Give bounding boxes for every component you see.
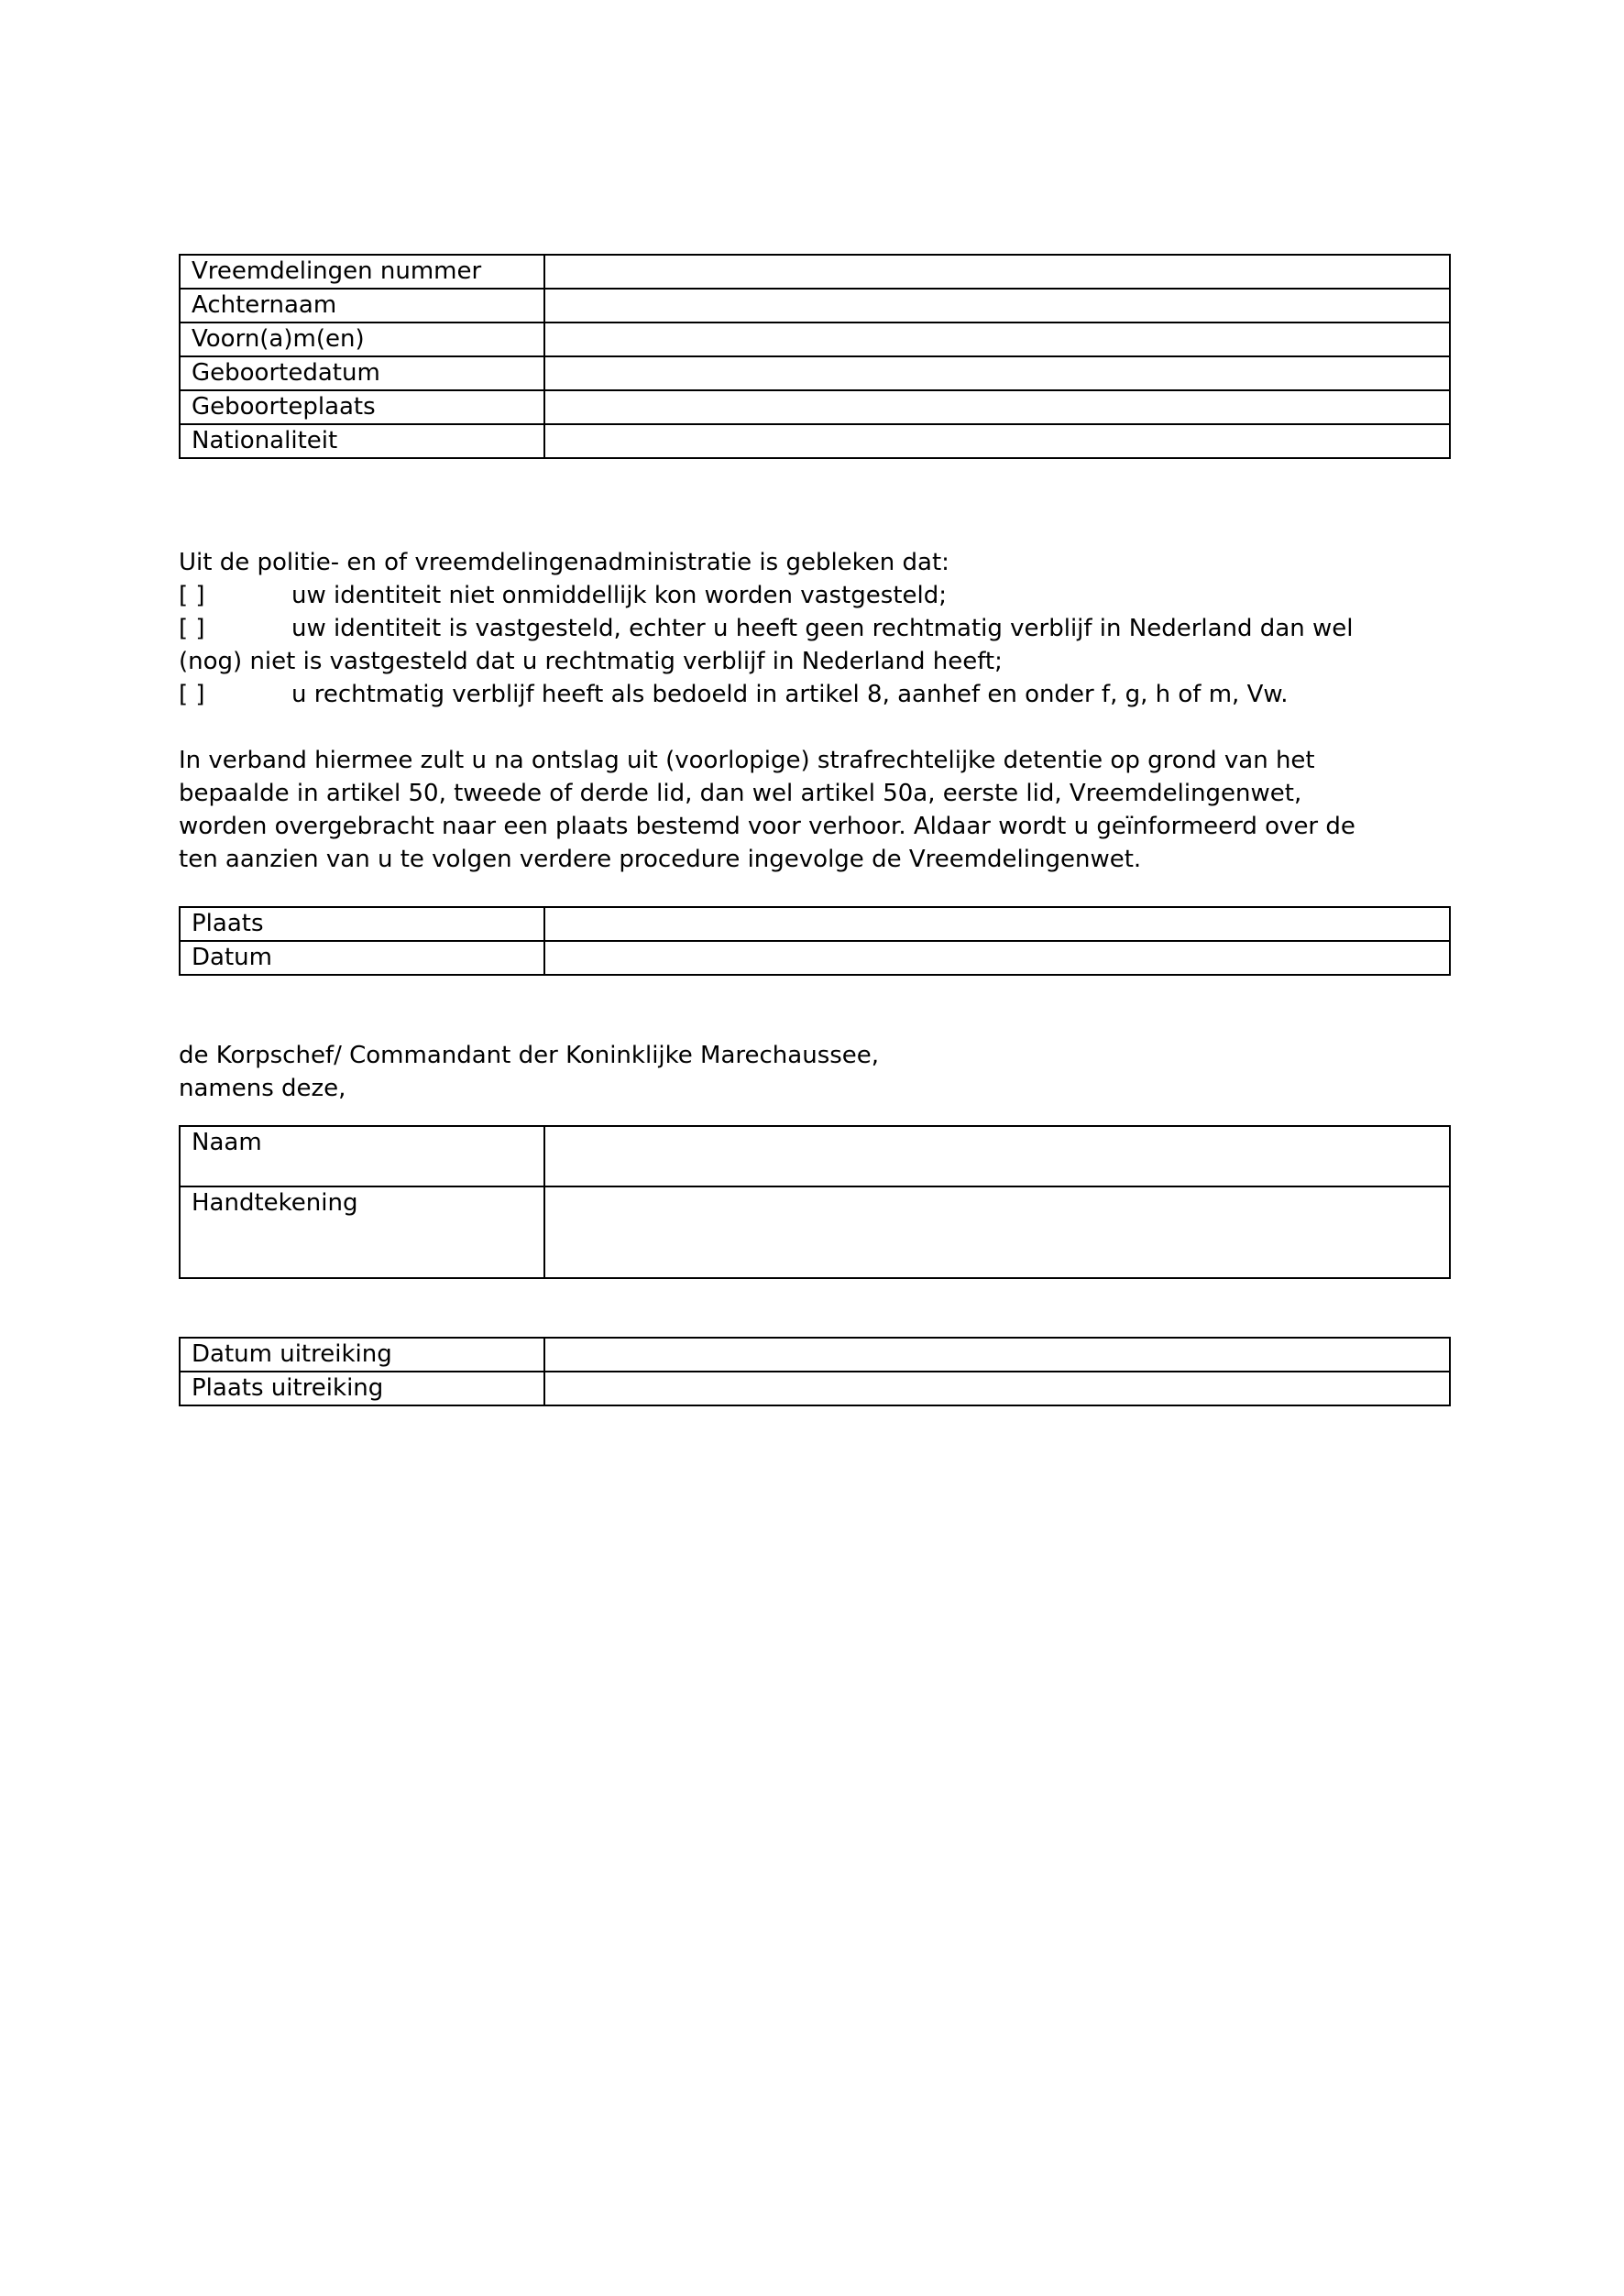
field-geboortedatum[interactable]: [544, 356, 1450, 390]
findings-option-3-text: u rechtmatig verblijf heeft als bedoeld in artikel 8, aanhef en onder f, g, h of m, Vw.: [291, 681, 1289, 708]
table-row: [180, 1372, 1450, 1405]
findings-intro: Uit de politie- en of vreemdelingenadministratie is gebleken dat:: [179, 549, 949, 576]
field-achternaam[interactable]: [544, 289, 1450, 323]
checkbox-unchecked[interactable]: [ ]: [179, 582, 205, 609]
findings-option-1-text: uw identiteit niet onmiddellijk kon worden vastgesteld;: [291, 582, 948, 609]
findings-option-1: [179, 579, 1451, 612]
row-label-datum-uitreiking: Datum uitreiking: [180, 1338, 544, 1372]
findings-option-2: [179, 612, 1451, 645]
page-content: [179, 0, 1451, 1406]
notice-line: In verband hiermee zult u na ontslag uit (voorlopige) strafrechtelijke detentie op grond van het: [179, 747, 1315, 774]
table-row: [180, 1186, 1450, 1278]
table-row: [180, 1338, 1450, 1372]
findings-section: [179, 546, 1451, 711]
notice-line: worden overgebracht naar een plaats bestemd voor verhoor. Aldaar wordt u geïnformeerd over de: [179, 813, 1355, 840]
place-date-table: [179, 906, 1451, 976]
table-row: [180, 255, 1450, 289]
row-label-datum: Datum: [180, 941, 544, 975]
notice-line: ten aanzien van u te volgen verdere procedure ingevolge de Vreemdelingenwet.: [179, 846, 1142, 873]
signatory-namens-deze: namens deze,: [179, 1075, 346, 1102]
row-label-vreemdelingen-nummer: Vreemdelingen nummer: [180, 255, 544, 289]
table-row: [180, 1126, 1450, 1186]
row-label-achternaam: Achternaam: [180, 289, 544, 323]
field-plaats[interactable]: [544, 907, 1450, 941]
checkbox-unchecked[interactable]: [ ]: [179, 615, 205, 642]
field-naam[interactable]: [544, 1126, 1450, 1186]
issue-table: [179, 1337, 1451, 1406]
signatory-block: [179, 1039, 1451, 1105]
table-row: [180, 424, 1450, 458]
checkbox-unchecked[interactable]: [ ]: [179, 681, 205, 708]
row-label-handtekening: Handtekening: [180, 1186, 544, 1278]
signatory-title: de Korpschef/ Commandant der Koninklijke Marechaussee,: [179, 1042, 880, 1069]
row-label-naam: Naam: [180, 1126, 544, 1186]
notice-paragraph: [179, 744, 1451, 876]
findings-option-2-text: uw identiteit is vastgesteld, echter u heeft geen rechtmatig verblijf in Nederland dan wel: [291, 615, 1354, 642]
field-plaats-uitreiking[interactable]: [544, 1372, 1450, 1405]
row-label-nationaliteit: Nationaliteit: [180, 424, 544, 458]
table-row: [180, 907, 1450, 941]
findings-option-3: [179, 678, 1451, 711]
row-label-geboortedatum: Geboortedatum: [180, 356, 544, 390]
table-row: [180, 289, 1450, 323]
findings-option-2-continuation: (nog) niet is vastgesteld dat u rechtmatig verblijf in Nederland heeft;: [179, 648, 1003, 675]
table-row: [180, 356, 1450, 390]
row-label-geboorteplaats: Geboorteplaats: [180, 390, 544, 424]
table-row: [180, 323, 1450, 356]
field-handtekening[interactable]: [544, 1186, 1450, 1278]
notice-line: bepaalde in artikel 50, tweede of derde lid, dan wel artikel 50a, eerste lid, Vreemdelingenwet,: [179, 780, 1302, 807]
field-voornamen[interactable]: [544, 323, 1450, 356]
row-label-plaats-uitreiking: Plaats uitreiking: [180, 1372, 544, 1405]
table-row: [180, 941, 1450, 975]
signature-table: [179, 1125, 1451, 1279]
table-row: [180, 390, 1450, 424]
row-label-plaats: Plaats: [180, 907, 544, 941]
field-datum-uitreiking[interactable]: [544, 1338, 1450, 1372]
field-datum[interactable]: [544, 941, 1450, 975]
row-label-voornamen: Voorn(a)m(en): [180, 323, 544, 356]
identity-table: [179, 254, 1451, 459]
field-vreemdelingen-nummer[interactable]: [544, 255, 1450, 289]
field-geboorteplaats[interactable]: [544, 390, 1450, 424]
field-nationaliteit[interactable]: [544, 424, 1450, 458]
